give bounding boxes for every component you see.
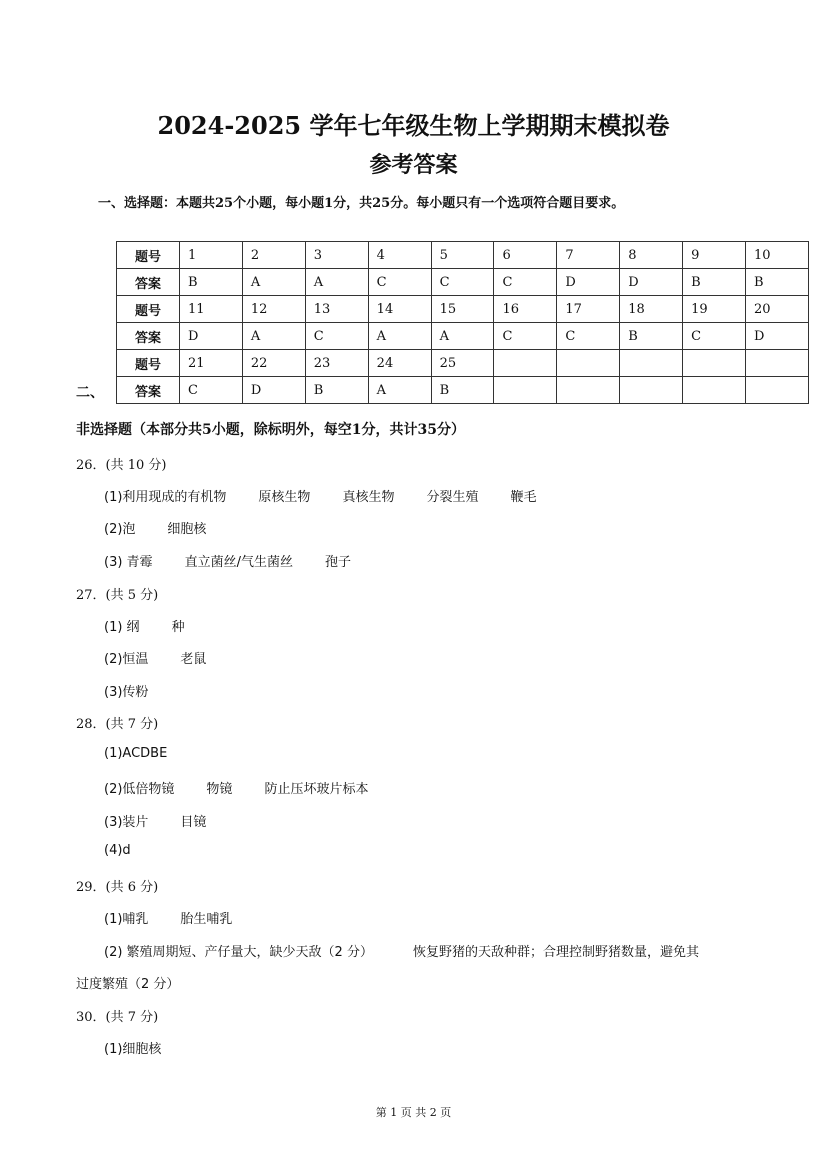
answer-item: 老鼠	[180, 652, 207, 667]
answer-cell: B	[431, 377, 494, 404]
answer-item: (1)细胞核	[104, 1042, 162, 1057]
question-number-cell	[683, 350, 746, 377]
question-number-cell	[620, 350, 683, 377]
answer-item: 目镜	[180, 815, 207, 830]
answer-line	[104, 908, 232, 927]
question-number-cell: 7	[557, 242, 620, 269]
question-number-cell: 9	[683, 242, 746, 269]
answer-line	[104, 941, 699, 960]
question-number-cell: 17	[557, 296, 620, 323]
question-number-cell: 14	[368, 296, 431, 323]
answer-item: (1)哺乳	[104, 912, 149, 927]
answer-line	[104, 746, 167, 761]
answer-line	[104, 811, 206, 830]
answer-item: 过度繁殖（2 分）	[76, 977, 180, 992]
answer-line	[104, 1038, 161, 1057]
question-number-cell: 3	[305, 242, 368, 269]
answer-cell: C	[305, 323, 368, 350]
answer-item: 鞭毛	[510, 490, 537, 505]
question-number-cell: 16	[494, 296, 557, 323]
section2-marker: 二、	[76, 385, 104, 401]
answer-item: 真核生物	[342, 490, 395, 505]
answer-cell: B	[746, 269, 809, 296]
answer-cell	[620, 377, 683, 404]
answer-item: 原核生物	[258, 490, 311, 505]
answer-line	[104, 551, 351, 570]
answer-cell: C	[494, 269, 557, 296]
question-number-cell: 2	[242, 242, 305, 269]
answer-item: (4)d	[104, 843, 131, 858]
question-number-cell: 5	[431, 242, 494, 269]
answer-item: 恢复野猪的天敌种群；合理控制野猪数量，避免其	[412, 945, 699, 960]
answer-item: (2)恒温	[104, 652, 149, 667]
question-number-cell: 8	[620, 242, 683, 269]
answer-item: 分裂生殖	[426, 490, 479, 505]
answer-cell: A	[305, 269, 368, 296]
page-footer: 第 1 页 共 2 页	[375, 1106, 452, 1119]
answer-item: (1)利用现成的有机物	[104, 490, 227, 505]
question-number-cell: 22	[242, 350, 305, 377]
answer-item: (3)传粉	[104, 685, 149, 700]
answer-cell: C	[557, 323, 620, 350]
table-row-answers	[117, 269, 809, 296]
answer-cell: D	[746, 323, 809, 350]
answer-line	[104, 843, 131, 858]
answer-cell: B	[305, 377, 368, 404]
question-heading: 28．(共 7 分)	[76, 717, 159, 732]
answer-item: 胎生哺乳	[180, 912, 233, 927]
answer-line	[104, 486, 536, 505]
answer-item: (3) 青霉	[104, 555, 153, 570]
answer-cell	[557, 377, 620, 404]
question-number-cell: 18	[620, 296, 683, 323]
answer-item: 种	[171, 620, 185, 635]
question-number-cell	[557, 350, 620, 377]
table-row-numbers	[117, 296, 809, 323]
answer-item: (1) 纲	[104, 620, 140, 635]
table-row-numbers	[117, 350, 809, 377]
answer-cell	[494, 377, 557, 404]
answer-cell	[683, 377, 746, 404]
row-label-answer: 答案	[117, 269, 180, 296]
answer-cell: D	[242, 377, 305, 404]
answer-line	[104, 648, 206, 667]
answer-cell: C	[494, 323, 557, 350]
question-number-cell: 12	[242, 296, 305, 323]
answer-cell: D	[557, 269, 620, 296]
answer-item: (2) 繁殖周期短、产仔量大，缺少天敌（2 分）	[104, 945, 373, 960]
answer-cell: A	[242, 323, 305, 350]
question-heading: 29．(共 6 分)	[76, 880, 159, 895]
answer-cell: B	[683, 269, 746, 296]
row-label-number: 题号	[117, 296, 180, 323]
answer-cell: A	[242, 269, 305, 296]
row-label-number: 题号	[117, 242, 180, 269]
answer-cell: C	[431, 269, 494, 296]
question-number-cell: 1	[180, 242, 243, 269]
page-subtitle: 参考答案	[369, 152, 458, 178]
answer-cell: B	[620, 323, 683, 350]
question-number-cell: 13	[305, 296, 368, 323]
answer-item: 物镜	[206, 782, 233, 797]
answer-cell: A	[368, 377, 431, 404]
table-row-numbers	[117, 242, 809, 269]
answer-line	[104, 518, 206, 537]
answer-line	[104, 681, 148, 700]
question-number-cell	[746, 350, 809, 377]
answer-cell: C	[368, 269, 431, 296]
table-row-answers	[117, 323, 809, 350]
question-number-cell: 10	[746, 242, 809, 269]
question-number-cell: 24	[368, 350, 431, 377]
question-number-cell: 11	[180, 296, 243, 323]
question-number-cell: 6	[494, 242, 557, 269]
answer-item: 孢子	[324, 555, 351, 570]
row-label-answer: 答案	[117, 377, 180, 404]
answer-cell: C	[180, 377, 243, 404]
answer-cell: C	[683, 323, 746, 350]
page-title: 2024-2025 学年七年级生物上学期期末模拟卷	[157, 111, 670, 140]
answer-item: 直立菌丝/气生菌丝	[184, 555, 293, 570]
row-label-answer: 答案	[117, 323, 180, 350]
answer-item: 防止压坏玻片标本	[264, 782, 369, 797]
question-number-cell: 20	[746, 296, 809, 323]
question-number-cell: 25	[431, 350, 494, 377]
question-heading: 27．(共 5 分)	[76, 588, 159, 603]
answer-cell: A	[368, 323, 431, 350]
section1-heading: 一、选择题：本题共25个小题，每小题1分，共25分。每小题只有一个选项符合题目要求。	[98, 196, 625, 211]
question-number-cell: 23	[305, 350, 368, 377]
answer-item: (2)低倍物镜	[104, 782, 175, 797]
question-number-cell	[494, 350, 557, 377]
answer-table	[116, 241, 809, 404]
row-label-number: 题号	[117, 350, 180, 377]
question-number-cell: 19	[683, 296, 746, 323]
answer-cell: B	[180, 269, 243, 296]
answer-item: 细胞核	[167, 522, 207, 537]
question-number-cell: 21	[180, 350, 243, 377]
question-heading: 26．(共 10 分)	[76, 458, 167, 473]
answer-cell: D	[180, 323, 243, 350]
answer-item: (3)装片	[104, 815, 149, 830]
question-number-cell: 4	[368, 242, 431, 269]
answer-cell: A	[431, 323, 494, 350]
table-row-answers	[117, 377, 809, 404]
answer-cell: D	[620, 269, 683, 296]
answer-line	[104, 778, 368, 797]
answer-cell	[746, 377, 809, 404]
question-number-cell: 15	[431, 296, 494, 323]
answer-item: (2)泡	[104, 522, 136, 537]
question-heading: 30．(共 7 分)	[76, 1010, 159, 1025]
section2-heading: 非选择题（本部分共5小题，除标明外，每空1分，共计35分）	[76, 422, 465, 438]
answer-line	[104, 616, 185, 635]
answer-item: (1)ACDBE	[104, 746, 168, 761]
answer-line	[76, 973, 179, 992]
